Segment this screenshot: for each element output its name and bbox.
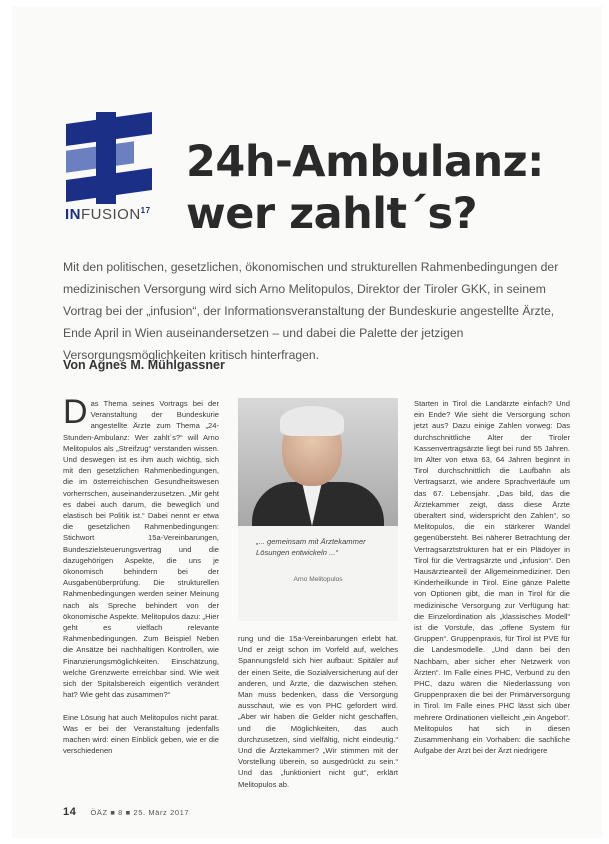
- portrait-photo: [238, 398, 398, 526]
- brand-in: IN: [65, 206, 81, 223]
- page-footer: [63, 806, 189, 818]
- brand-number: 17: [140, 206, 151, 215]
- column-1-text: as Thema seines Vortrags bei der Veranstaltung der Bundeskurie angestellte Ärzte zum Thema „24-Stunden-Ambulanz: Wer zahlt´s?“ will Arno Melitopulos als „Streifzug“ verstanden wissen. Und deswegen ist es ihm auch wichtig, sich mit den gesetzlichen Rahmenbedingungen, die im österreichischen Gesundheitswesen vorherrschen, auseinanderzusetzen. „Mir geht es dabei auch darum, die beweglich und elastisch bei Politik ist.“ Dabei nennt er etwa die gesetzlichen Rahmenbedingungen: Stichwort 15a-Vereinbarungen, Bundeszielsteuerungsvertrag und die dazugehörigen Aspekte, die uns je ökonomisch behindern bei der Ausgabenüberprüfung. Die strukturellen Rahmenbedingungen werden seiner Meinung nach als Spreche behindert von der ökonomische Aspekte. Melitopulos dazu: „Hier geht es vielfach relevante Rahmenbedingungen. Zum Beispiel Neben die Ansätze bei nachhaltigen Kontrollen, wie Finanzierungsmöglichkeiten. Einschätzung, welche Grenzwerte erreichbar sind. Wie weit sich der Spitalsbereich eigentlich verändert hat? Wie geht das zusammen?“ Eine Lösung hat auch Melitopulos nicht parat. Was er bei der Veranstaltung jedenfalls machen wird: einen Einblick geben, wie er die verschiedenen: [63, 399, 219, 756]
- photo-caption: Arno Melitopulos: [293, 576, 343, 583]
- article-lead: Mit den politischen, gesetzlichen, ökonomischen und strukturellen Rahmenbedingungen der medizinischen Versorgung wird sich Arno Melitopulos, Direktor der Tiroler GKK, in seinem Vortrag bei der „infusion“, der Informationsveranstaltung der Bundeskurie angestellte Ärzte, Ende April in Wien auseinandersetzen – und dabei die Palette der jetzigen Versorgungsmöglichkeiten kritisch hinterfragen.: [63, 260, 559, 362]
- brand-fusion: FUSION: [81, 206, 141, 223]
- article-title: [186, 136, 544, 240]
- article-column-3: Starten in Tirol die Landärzte einfach? Und ein Ende? Wie sieht die Versorgung schon jetzt aus? Dazu einige Zahlen vorweg: Das durchschnittliche Alter der Tiroler Kassenvertragsärzte liegt bei rund 55 Jahren. Im Alter von etwa 63, 64 Jahren beginnt in Tirol durchschnittlich die Laufbahn als Vertragsarzt, wie andere Sprachverläufe um das 67. Lebensjahr. „Das bild, das die Ärztekammer zeigt, dass diese Ärzte überaltert sind, widerspricht den Zahlen“, so Melitopulos, die ein stärkerer Wandel gegenübersteht. Bei näherer Betrachtung der Vertragsarztstrukturen hat er ein Plädoyer in Tirol für die Vertragsärzte und „infusion“. Den Hausärzteanteil der Allgemeinmediziner. Den Kinderheilkunde in Tirol. Eine gänze Palette von Optionen gibt, die man in Tirol für die medizinische Versorgung zur Verfügung hat: die Einzelordination als „klassisches Modell“ ist die Vorstufe, das „offene System für Gruppen“. Gruppenpraxis, für Tirol ist PVE für die Landesmodelle. „Und dann bei den Nachbarn, aber sicher eher Netzwerk von Ärzten“. Im Falle eines PHC, Verbund zu den PHC, dazu wären die Niederlassung von Gruppenpraxen die bei der Primärversorgung in Tirol. Im Falle eines PHC lässt sich über mehrere Ordinationen vielleicht „ein Angebot“. Melitopulos hat sich in diesen Zusammenhang ein Vorhaben: die sachliche Aufgabe der Arzt bei der Ärzt niedrigere: [414, 399, 570, 756]
- article-column-2: rung und die 15a-Vereinbarungen erlebt hat. Und er zeigt schon im Vorfeld auf, welches Spannungsfeld sich hier aufbaut: Spitäler auf der einen Seite, die Sozialversicherung auf der anderen, und Ärzte, die dazwischen stehen. Man muss bedenken, dass die Versorgung ausschaut, wie es von PHC gefordert wird. „Aber wir haben die Gelder nicht geschaffen, und die Möglichkeiten, das auch durchzusetzen, sind vielfältig, nicht eindeutig.“ Und die Ärztekammer? „Wir stimmen mit der Vorstellung überein, so ausgedrückt zu sein.“ Und das „funktioniert nicht gut“, erklärt Melitopulos ab.: [238, 634, 398, 789]
- article-column-1: [63, 393, 219, 757]
- title-line-2: wer zahlt´s?: [186, 189, 478, 239]
- infusion-brand: [65, 206, 151, 223]
- byline: Von Agnes M. Mühlgassner: [63, 358, 225, 372]
- infusion-logo: [66, 118, 156, 216]
- page-number: 14: [63, 806, 77, 818]
- title-line-1: 24h-Ambulanz:: [186, 137, 544, 187]
- pull-quote: [238, 526, 398, 621]
- quote-text: „... gemeinsam mit Ärztekammer Lösungen entwickeln ...“: [256, 537, 366, 557]
- drop-cap: D: [63, 393, 88, 431]
- issue-info: ÖÄZ ■ 8 ■ 25. März 2017: [90, 808, 190, 817]
